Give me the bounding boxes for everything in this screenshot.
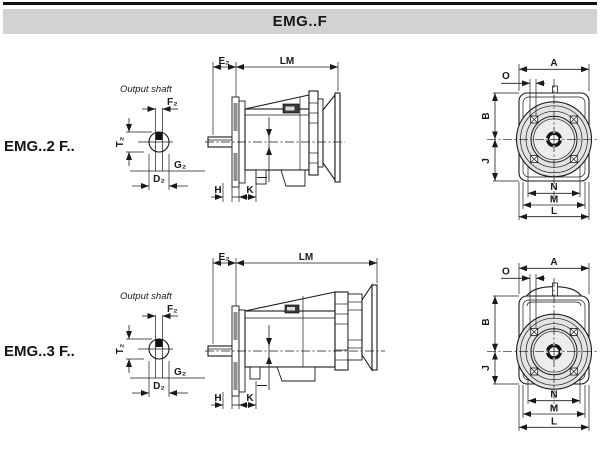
end-flange-disc xyxy=(335,93,340,182)
end-flange-disc xyxy=(372,285,377,370)
dim-label-n: N xyxy=(550,182,558,193)
dim-label-f2: F₂ xyxy=(167,304,178,315)
dim-label-k: K xyxy=(246,185,254,196)
nameplate-logo xyxy=(286,107,295,111)
dim-label-j: J xyxy=(481,365,492,371)
dim-label-h: H xyxy=(214,185,222,196)
dim-label-m: M xyxy=(549,194,559,206)
dim-label-o: O xyxy=(502,266,510,278)
flange-view-emg3 xyxy=(483,258,600,448)
top-tab xyxy=(553,283,558,296)
dim-label-dash: — xyxy=(257,380,267,391)
motor-body xyxy=(245,109,309,170)
dim-label-n: N xyxy=(550,389,558,401)
terminal-box xyxy=(277,367,315,381)
dim-label-b: B xyxy=(481,318,492,326)
dim-label-lm: LM xyxy=(298,252,314,263)
dim-label-k: K xyxy=(246,393,254,404)
dim-label-o: O xyxy=(502,71,510,82)
model-label-emg3: EMG..3 F.. xyxy=(4,343,75,360)
nameplate-logo xyxy=(287,307,295,311)
dim-label-t2: T₂ xyxy=(115,136,126,148)
dim-label-a: A xyxy=(550,257,558,268)
key-section xyxy=(156,132,163,140)
title-bar xyxy=(3,9,597,34)
fan-cowl xyxy=(362,285,372,370)
terminal-box xyxy=(281,170,305,186)
dim-label-l: L xyxy=(550,416,558,428)
dim-label-f2: F₂ xyxy=(167,97,178,108)
side-view-emg2 xyxy=(205,55,345,205)
dim-label-m: M xyxy=(549,403,559,415)
output-shaft-view-emg3 xyxy=(110,285,215,407)
dim-label-lm: LM xyxy=(279,56,295,67)
output-shaft-caption: Output shaft xyxy=(120,291,172,302)
page-title: EMG..F xyxy=(272,13,328,30)
rib-ring xyxy=(309,91,318,175)
dim-label-a: A xyxy=(550,58,558,69)
dim-label-d2: D₂ xyxy=(153,381,165,392)
dim-label-j: J xyxy=(481,158,492,164)
gear-housing-taper xyxy=(245,95,309,109)
dim-label-d2: D₂ xyxy=(153,174,165,185)
fan-cowl xyxy=(323,95,335,180)
model-label-emg2: EMG..2 F.. xyxy=(4,138,75,155)
motor-body xyxy=(245,311,335,367)
dim-label-g2: G₂ xyxy=(174,367,187,378)
dim-label-dash: — xyxy=(257,172,267,183)
output-shaft-view-emg2 xyxy=(110,78,215,200)
side-view-emg3 xyxy=(205,250,385,410)
top-rule xyxy=(3,2,597,5)
flange-view-emg2 xyxy=(483,55,600,225)
dim-label-b: B xyxy=(481,112,492,120)
key-section xyxy=(156,339,163,347)
dim-label-e2: E₂ xyxy=(218,252,230,263)
output-shaft-caption: Output shaft xyxy=(120,84,172,95)
dim-label-l: L xyxy=(550,206,558,217)
dim-label-t2: T₂ xyxy=(115,343,126,355)
dim-label-g2: G₂ xyxy=(174,160,187,171)
dim-label-e2: E₂ xyxy=(218,56,230,67)
dim-label-h: H xyxy=(214,393,222,404)
